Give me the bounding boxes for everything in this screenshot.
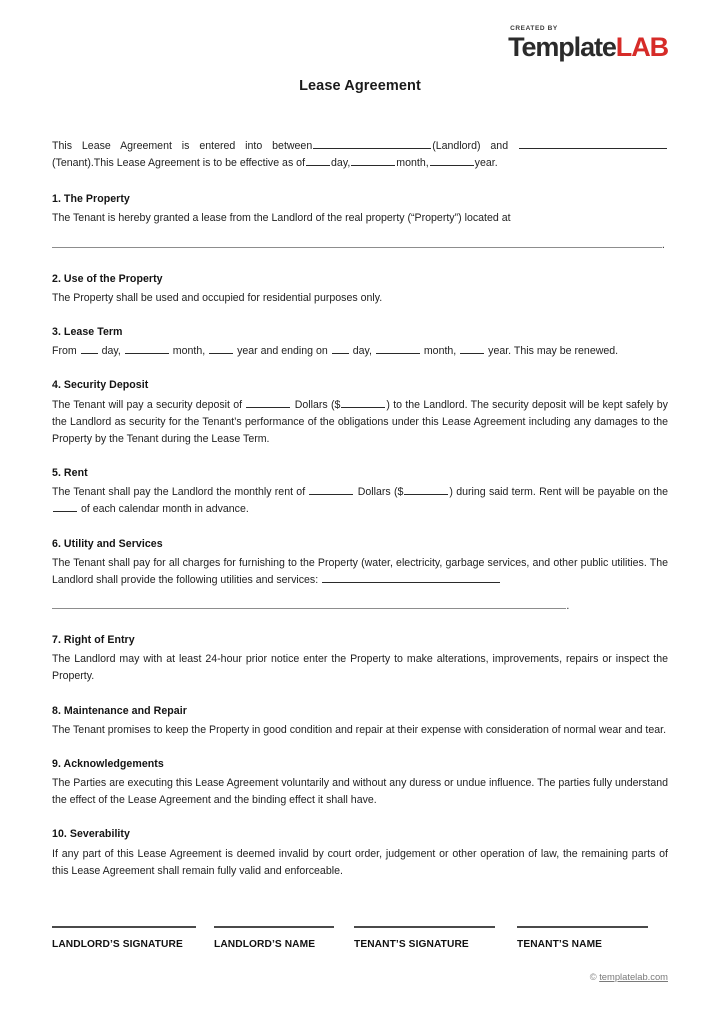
section-lease-term [52, 324, 668, 360]
lease-term-text-2: day, [101, 345, 121, 358]
signature-field-landlord-signature[interactable] [52, 926, 196, 954]
section-severability [52, 826, 668, 879]
rent-due-day-blank[interactable] [53, 503, 77, 513]
property-address-blank[interactable] [52, 238, 662, 247]
rent-text-1: The Tenant shall pay the Landlord the monthly rent of [52, 486, 306, 499]
end-month-blank[interactable] [376, 345, 420, 355]
intro-text-3: (Tenant).This Lease Agreement is to be effective as of [52, 157, 306, 170]
section-utility-and-services [52, 536, 668, 616]
signature-label: LANDLORD’S NAME [214, 938, 316, 950]
logo-template-text: Template [508, 31, 616, 62]
intro-text-4: day, [331, 157, 351, 170]
templatelab-logo [508, 26, 668, 61]
utility-text-1: The Tenant shall pay for all charges for furnishing to the Property (water, electricity, garbage services, and other public utilities. The Landlord shall provide the following utilities and services: [52, 556, 668, 586]
intro-text-2: (Landlord) and [432, 140, 509, 152]
deposit-amount-figures-blank[interactable] [341, 398, 385, 408]
signature-field-tenant-name[interactable] [517, 926, 648, 954]
page-title: Lease Agreement [299, 78, 421, 94]
copyright-symbol: © [589, 971, 600, 982]
intro-text-5: month, [396, 157, 429, 170]
signature-block [52, 926, 668, 954]
utilities-provided-blank[interactable] [322, 573, 500, 583]
effective-year-blank[interactable] [430, 156, 474, 166]
section-heading: 1. The Property [52, 193, 130, 206]
section-body: The Tenant is hereby granted a lease from the Landlord of the real property (“Property”) located at [52, 212, 511, 225]
page-footer [590, 971, 668, 982]
section-use-of-property [52, 271, 668, 307]
signature-rule[interactable] [354, 926, 495, 928]
start-day-blank[interactable] [81, 345, 98, 355]
section-heading: 10. Severability [52, 828, 130, 841]
lease-term-text-6: month, [423, 345, 457, 358]
intro-text-6: year. [474, 157, 498, 170]
start-year-blank[interactable] [209, 345, 233, 355]
signature-label: TENANT’S NAME [517, 938, 603, 950]
end-day-blank[interactable] [332, 345, 349, 355]
section-body [52, 397, 668, 448]
section-acknowledgements [52, 756, 668, 809]
section-heading: 7. Right of Entry [52, 634, 135, 647]
deposit-text-3: ) to the Landlord. The security deposit will be kept safely by the Landlord as security for the Tenant’s performance of the obligations under this Lease Agreement including any damages to the Property by the Tenant during the Lease Term. [52, 398, 668, 445]
landlord-name-blank[interactable] [313, 139, 431, 149]
property-address-blank-row [52, 237, 668, 254]
section-right-of-entry [52, 632, 668, 685]
section-the-property [52, 191, 668, 253]
lease-term-text-5: day, [352, 345, 372, 358]
intro-text-1: This Lease Agreement is entered into between [52, 140, 313, 152]
rent-text-3: ) during said term. Rent will be payable on the [449, 486, 668, 499]
signature-rule[interactable] [52, 926, 196, 928]
section-body: The Landlord may with at least 24-hour prior notice enter the Property to make alterations, improvements, repairs or inspect the Property. [52, 653, 668, 683]
start-month-blank[interactable] [125, 345, 169, 355]
section-heading: 4. Security Deposit [52, 379, 149, 392]
lease-term-text-1: From [52, 345, 77, 358]
signature-label: TENANT’S SIGNATURE [354, 938, 469, 950]
signature-label: LANDLORD’S SIGNATURE [52, 938, 183, 950]
section-heading: 5. Rent [52, 467, 88, 480]
document-header [52, 0, 668, 64]
section-heading: 6. Utility and Services [52, 537, 163, 550]
signature-field-landlord-name[interactable] [214, 926, 334, 954]
signature-rule[interactable] [214, 926, 334, 928]
section-maintenance-and-repair [52, 703, 668, 739]
intro-paragraph [52, 138, 668, 172]
templatelab-link[interactable]: templatelab.com [599, 971, 668, 982]
utilities-blank-row-2 [52, 598, 668, 615]
lease-term-text-7: year. This may be renewed. [488, 345, 619, 358]
logo-created-by-label: CREATED BY [510, 25, 558, 32]
logo-wordmark [508, 31, 668, 62]
lease-term-text-3: month, [172, 345, 206, 358]
section-heading: 8. Maintenance and Repair [52, 704, 187, 717]
section-body [52, 555, 668, 589]
document-body [52, 138, 668, 953]
section-heading: 3. Lease Term [52, 326, 123, 339]
section-body [52, 484, 668, 518]
section-heading: 2. Use of the Property [52, 272, 163, 285]
section-trailing-dot: . [661, 238, 665, 251]
deposit-amount-words-blank[interactable] [246, 398, 290, 408]
section-body [52, 343, 668, 360]
section-rent [52, 465, 668, 518]
section-body: The Property shall be used and occupied for residential purposes only. [52, 291, 383, 304]
signature-field-tenant-signature[interactable] [354, 926, 495, 954]
rent-amount-figures-blank[interactable] [404, 486, 448, 496]
section-security-deposit [52, 377, 668, 448]
effective-month-blank[interactable] [351, 156, 395, 166]
deposit-text-1: The Tenant will pay a security deposit of [52, 398, 243, 411]
section-trailing-dot: . [566, 599, 570, 612]
section-heading: 9. Acknowledgements [52, 757, 164, 770]
section-body: If any part of this Lease Agreement is deemed invalid by court order, judgement or other operation of law, the remaining parts of this Lease Agreement shall remain fully valid and enforceable. [52, 847, 668, 877]
section-body: The Parties are executing this Lease Agreement voluntarily and without any duress or undue influence. The parties fully understand the effect of the Lease Agreement and the binding effect it shall have. [52, 777, 668, 807]
rent-text-4: of each calendar month in advance. [80, 503, 249, 516]
utilities-provided-blank-2[interactable] [52, 600, 566, 609]
tenant-name-blank[interactable] [519, 139, 667, 149]
deposit-text-2: Dollars ($ [294, 398, 341, 411]
logo-lab-text: LAB [615, 31, 668, 62]
rent-amount-words-blank[interactable] [309, 486, 353, 496]
rent-text-2: Dollars ($ [357, 486, 404, 499]
signature-rule[interactable] [517, 926, 648, 928]
effective-day-blank[interactable] [306, 156, 330, 166]
section-body: The Tenant promises to keep the Property in good condition and repair at their expense with consideration of normal wear and tear. [52, 723, 667, 736]
lease-term-text-4: year and ending on [237, 345, 328, 358]
end-year-blank[interactable] [460, 345, 484, 355]
